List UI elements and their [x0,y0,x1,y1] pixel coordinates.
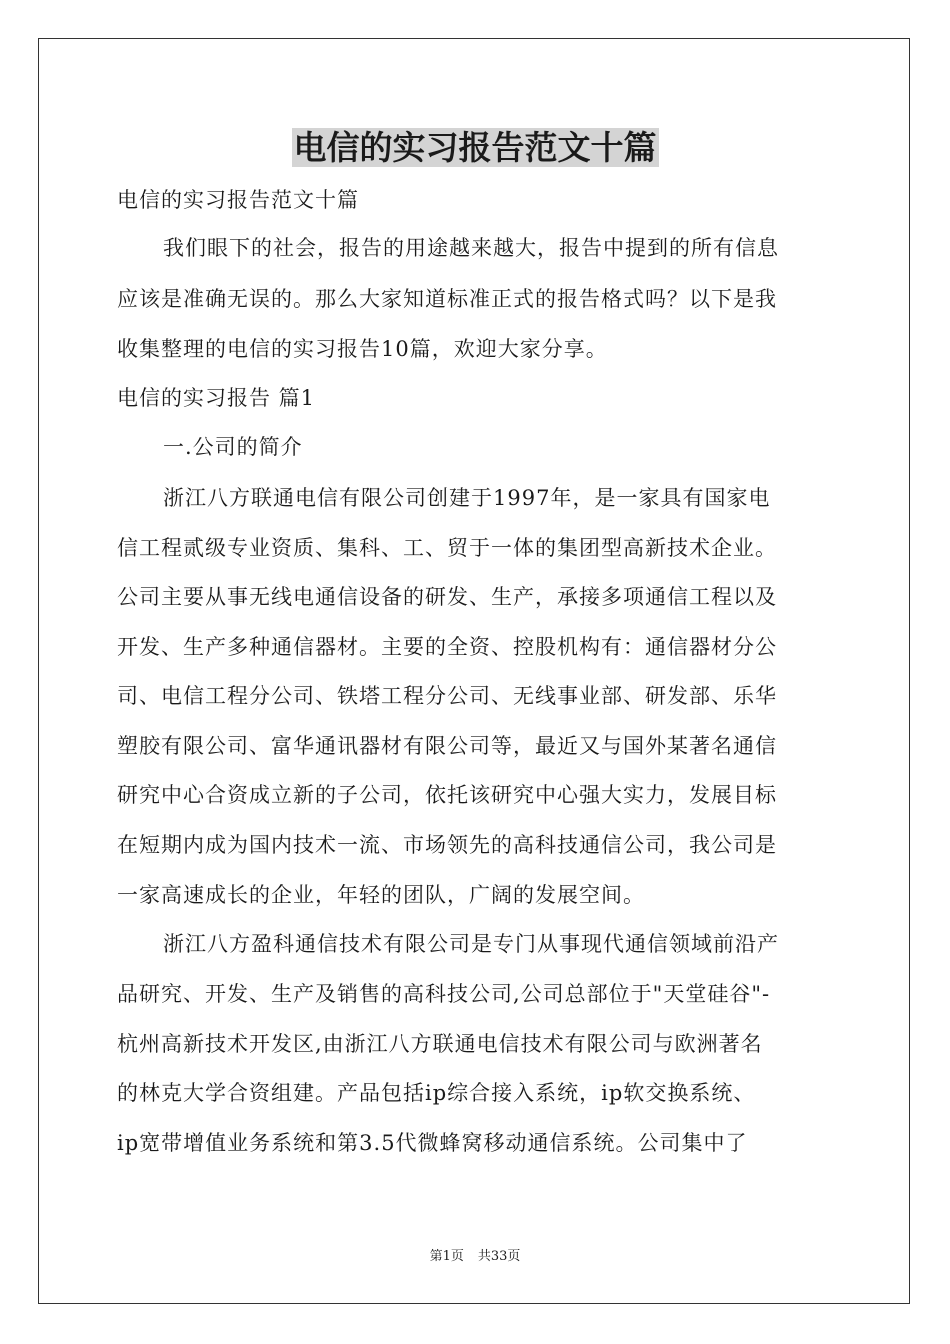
page-total: 共33页 [477,1249,521,1264]
paragraph-line: 信工程贰级专业资质、集科、工、贸于一体的集团型高新技术企业。 [117,536,777,560]
paragraph-line: 在短期内成为国内技术一流、市场领先的高科技通信公司，我公司是 [117,833,777,857]
paragraph-line: 塑胶有限公司、富华通讯器材有限公司等，最近又与国外某著名通信 [117,734,777,758]
paragraph-line: 收集整理的电信的实习报告10篇，欢迎大家分享。 [117,337,608,361]
section-heading: 电信的实习报告 篇1 [117,386,316,410]
subtitle-line: 电信的实习报告范文十篇 [117,188,359,212]
paragraph-line: 品研究、开发、生产及销售的高科技公司,公司总部位于"天堂硅谷"- [117,982,771,1006]
paragraph-line: 浙江八方联通电信有限公司创建于1997年，是一家具有国家电 [163,486,771,510]
paragraph-line: 的林克大学合资组建。产品包括ip综合接入系统，ip软交换系统、 [117,1081,756,1105]
paragraph-line: 司、电信工程分公司、铁塔工程分公司、无线事业部、研发部、乐华 [117,684,777,708]
page-number: 第1页 [429,1249,464,1264]
document-title [0,124,950,172]
paragraph-line: 一家高速成长的企业，年轻的团队，广阔的发展空间。 [117,883,645,907]
page-footer [0,1248,950,1266]
page-frame [38,38,910,1304]
paragraph-line: 浙江八方盈科通信技术有限公司是专门从事现代通信领域前沿产 [163,932,779,956]
paragraph-line: ip宽带增值业务系统和第3.5代微蜂窝移动通信系统。公司集中了 [117,1131,748,1155]
paragraph-line: 公司主要从事无线电通信设备的研发、生产，承接多项通信工程以及 [117,585,777,609]
paragraph-line: 杭州高新技术开发区,由浙江八方联通电信技术有限公司与欧洲著名 [117,1032,763,1056]
paragraph-line: 我们眼下的社会，报告的用途越来越大，报告中提到的所有信息 [163,236,779,260]
paragraph-line: 研究中心合资成立新的子公司，依托该研究中心强大实力，发展目标 [117,783,777,807]
document-title-text: 电信的实习报告范文十篇 [293,128,657,167]
subsection-heading: 一.公司的简介 [163,435,303,459]
paragraph-line: 应该是准确无误的。那么大家知道标准正式的报告格式吗？以下是我 [117,287,777,311]
paragraph-line: 开发、生产多种通信器材。主要的全资、控股机构有：通信器材分公 [117,635,777,659]
